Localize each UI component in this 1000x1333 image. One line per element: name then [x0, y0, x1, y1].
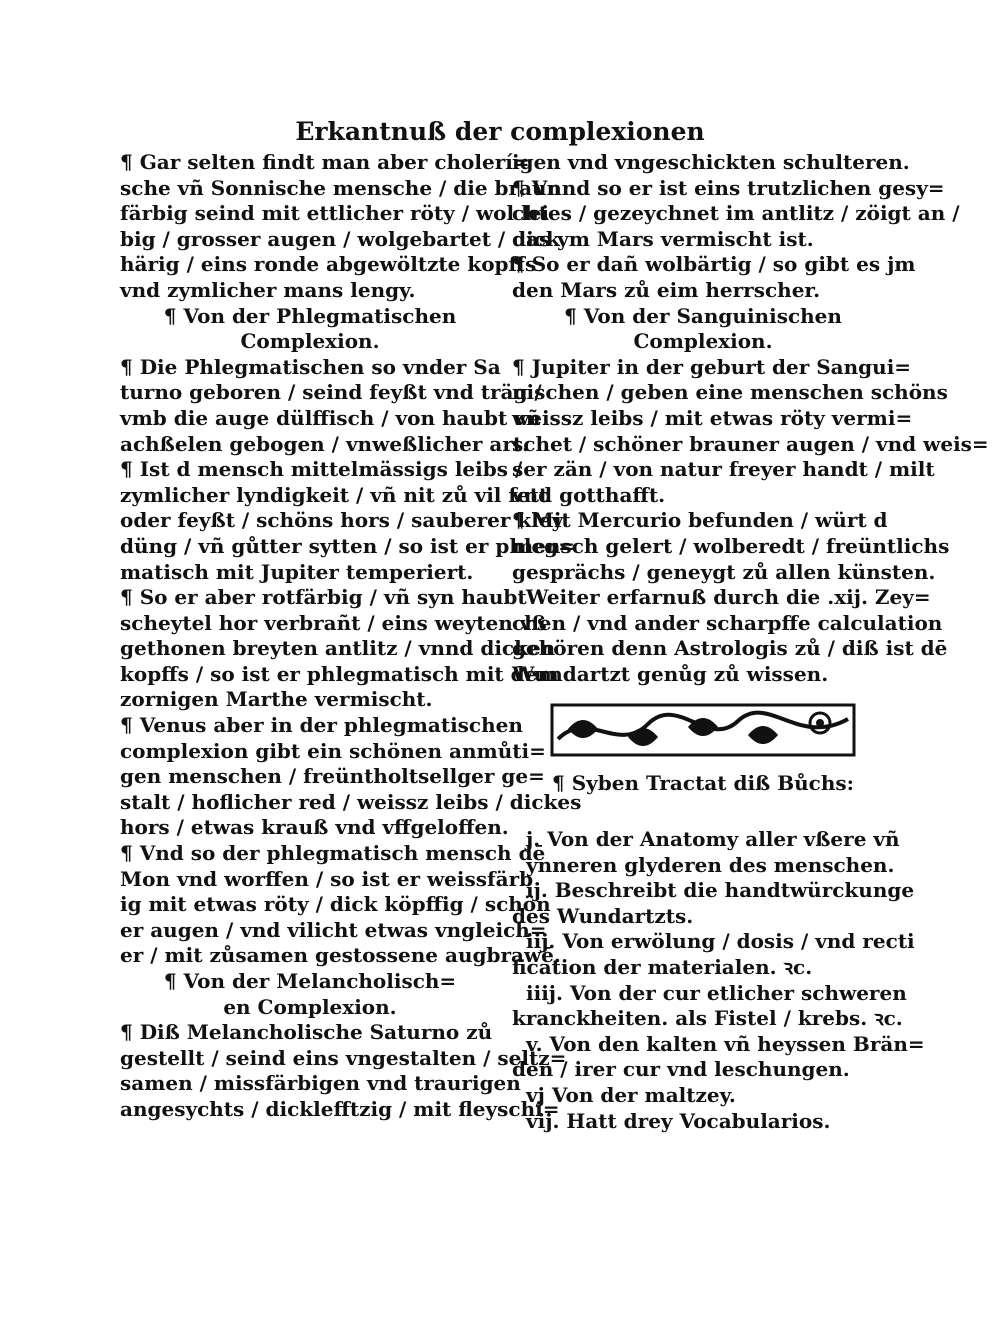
- text-line: ¶ Mit Mercurio befunden / würt d: [512, 508, 888, 533]
- text-line: oder feyßt / schöns hors / sauberer kley: [120, 508, 564, 533]
- text-line: big / grosser augen / wolgebartet / dick: [120, 226, 560, 251]
- text-line: stalt / hoflicher red / weissz leibs / dickes: [120, 789, 582, 814]
- text-line: ¶ Von der Sanguinischen: [564, 303, 842, 328]
- text-line: ¶ Vnnd so er ist eins trutzlichen gesy=: [512, 175, 945, 200]
- text-line: ¶ Gar selten findt man aber cholerí=: [120, 150, 530, 174]
- text-line: chen / vnd ander scharpffe calculation: [512, 610, 943, 635]
- text-line: zornigen Marthe vermischt.: [120, 687, 433, 712]
- text-line: j. Von der Anatomy aller vßere vñ: [526, 827, 900, 852]
- text-line: ¶ So er aber rotfärbig / vñ syn haubt: [120, 585, 527, 610]
- text-line: gestellt / seind eins vngestalten / seltz=: [120, 1045, 567, 1070]
- right-column: [512, 150, 989, 1134]
- text-line: ij. Beschreibt die handtwürckunge: [526, 878, 915, 903]
- page-header: Erkantnuß der complexionen: [295, 117, 705, 146]
- text-line: v. Von den kalten vñ heyssen Brän=: [526, 1031, 925, 1056]
- text-line: vj Von der maltzey.: [526, 1083, 736, 1107]
- text-line: er / mit zůsamen gestossene augbrawē.: [120, 943, 561, 968]
- text-line: des Wundartzts.: [512, 903, 694, 928]
- text-line: schet / schöner brauner augen / vnd weis=: [512, 431, 989, 456]
- text-line: Wundartzt genůg zů wissen.: [512, 661, 829, 686]
- text-line: ynneren glyderen des menschen.: [526, 852, 895, 877]
- text-line: matisch mit Jupiter temperiert.: [120, 559, 474, 584]
- text-line: ¶ Diß Melancholische Saturno zů: [120, 1020, 493, 1045]
- text-line: chtes / gezeychnet im antlitz / zöigt an /: [512, 201, 960, 226]
- text-line: färbig seind mit ettlicher röty / wol lei: [120, 201, 550, 226]
- text-line: gen menschen / freüntholtsellger ge=: [120, 764, 545, 789]
- text-line: scheytel hor verbrañt / eins weyten vß: [120, 610, 547, 635]
- text-line: kopffs / so ist er phlegmatisch mit dem: [120, 661, 559, 686]
- text-line: vnd gotthafft.: [512, 482, 666, 507]
- text-line: hors / etwas krauß vnd vffgeloffen.: [120, 815, 509, 840]
- text-line: ¶ Ist d mensch mittelmässigs leibs /: [120, 457, 523, 482]
- text-line: er augen / vnd vilicht etwas vngleich=: [120, 917, 547, 942]
- text-line: Mon vnd worffen / so ist er weissfärb: [120, 866, 534, 891]
- text-line: ¶ So er dañ wolbärtig / so gibt es jm: [512, 252, 916, 277]
- text-line: ¶ Von der Phlegmatischen: [163, 303, 457, 328]
- text-line: achßelen gebogen / vnweßlicher art.: [120, 431, 530, 456]
- text-line: iij. Von erwölung / dosis / vnd recti: [526, 929, 915, 954]
- text-line: mensch gelert / wolberedt / freüntlichs: [512, 533, 950, 558]
- left-column: [120, 150, 582, 1123]
- text-line: ¶ Venus aber in der phlegmatischen: [120, 713, 523, 738]
- text-line: das ym Mars vermischt ist.: [512, 226, 814, 251]
- text-line: complexion gibt ein schönen anmůti=: [120, 738, 546, 763]
- text-line: igen vnd vngeschickten schulteren.: [512, 150, 910, 174]
- text-line: angesychts / dicklefftzig / mit fleyschi=: [120, 1096, 560, 1121]
- text-line: ¶ Vnd so der phlegmatisch mensch dē: [120, 841, 546, 866]
- text-line: vmb die auge dülffisch / von haubt vñ: [120, 405, 541, 430]
- text-line: Complexion.: [240, 329, 380, 354]
- text-line: zymlicher lyndigkeit / vñ nit zů vil fett: [120, 482, 549, 507]
- text-line: ¶ Von der Melancholisch=: [163, 969, 457, 993]
- text-line: weissz leibs / mit etwas röty vermi=: [512, 405, 913, 430]
- table-of-contents: [512, 827, 925, 1134]
- text-line: Weiter erfarnuß durch die .xij. Zey=: [526, 585, 931, 610]
- right-column-top-text: [512, 150, 989, 687]
- text-line: sche vñ Sonnische mensche / die braun: [120, 175, 562, 200]
- text-line: kranckheiten. als Fistel / krebs. ꝛc.: [512, 1006, 903, 1031]
- text-line: ¶ Die Phlegmatischen so vnder Sa: [120, 354, 501, 379]
- text-line: ig mit etwas röty / dick köpffig / schön: [120, 892, 551, 917]
- text-line: Complexion.: [633, 329, 773, 354]
- text-line: fication der materialen. ꝛc.: [512, 955, 813, 980]
- text-line: ¶ Jupiter in der geburt der Sangui=: [512, 354, 912, 379]
- text-line: iiij. Von der cur etlicher schweren: [526, 980, 907, 1005]
- text-line: en Complexion.: [223, 994, 397, 1019]
- text-line: nischen / geben eine menschen schöns: [512, 380, 948, 405]
- text-line: vij. Hatt drey Vocabularios.: [526, 1108, 831, 1133]
- text-line: samen / missfärbigen vnd traurigen: [120, 1071, 521, 1096]
- text-line: den / irer cur vnd leschungen.: [512, 1057, 850, 1082]
- floral-ornament: [512, 693, 894, 767]
- text-line: den Mars zů eim herrscher.: [512, 277, 821, 302]
- text-line: vnd zymlicher mans lengy.: [120, 277, 416, 302]
- text-line: gesprächs / geneygt zů allen künsten.: [512, 559, 936, 584]
- text-line: düng / vñ gůtter sytten / so ist er phleg=: [120, 533, 575, 558]
- text-line: ser zän / von natur freyer handt / milt: [512, 457, 935, 482]
- text-line: härig / eins ronde abgewöltzte kopffs: [120, 252, 537, 277]
- section-title: ¶ Syben Tractat diß Bůchs:: [552, 771, 855, 796]
- text-line: gethonen breyten antlitz / vnnd dicken: [120, 636, 556, 661]
- text-line: gehören denn Astrologis zů / diß ist dē: [512, 636, 948, 661]
- text-line: turno geboren / seind feyßt vnd träg /: [120, 380, 542, 405]
- floral-vine-icon: [548, 699, 858, 761]
